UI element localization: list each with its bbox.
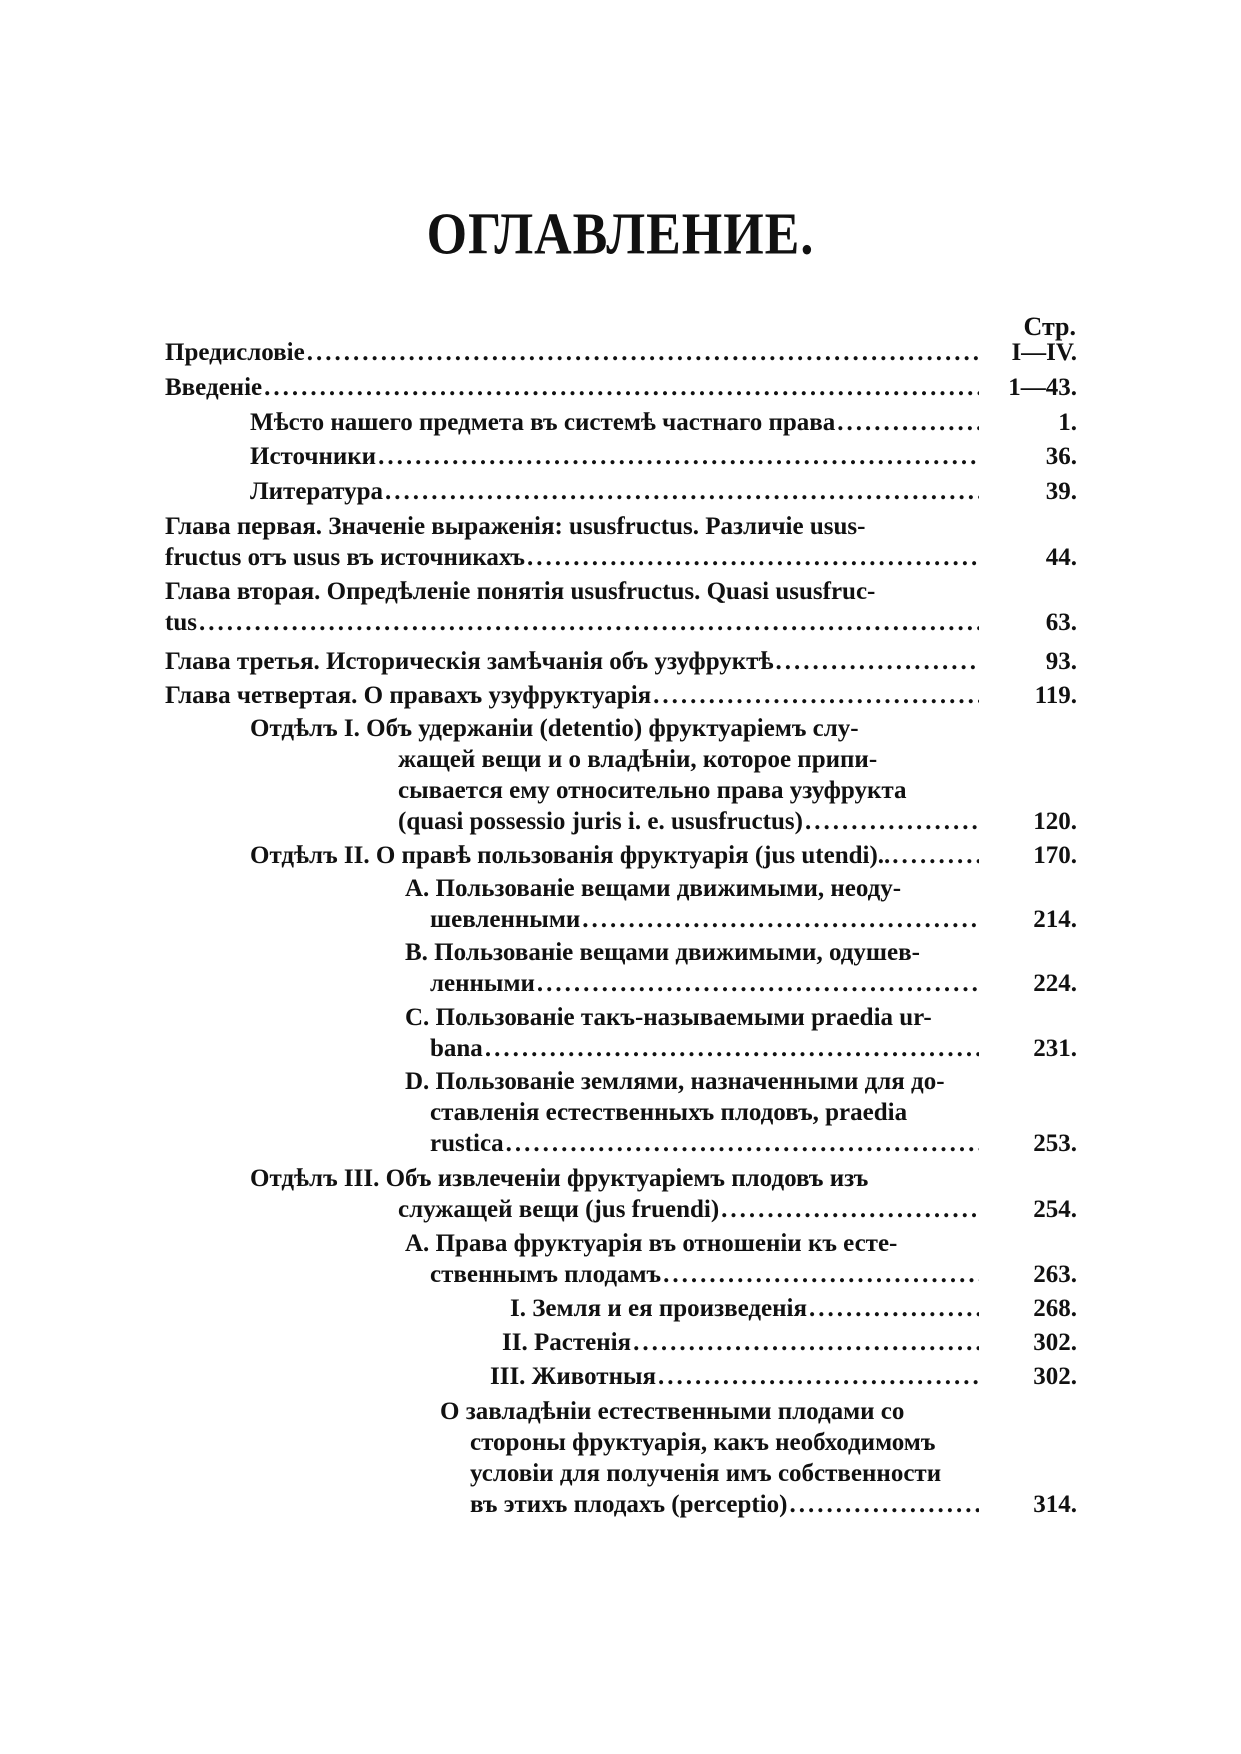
page-number: 314. — [1033, 1491, 1077, 1518]
leader-dots — [199, 607, 979, 638]
leader-dots — [537, 968, 979, 999]
toc-entry-section-2: Отдѣлъ II. О правѣ пользованія фруктуарія (jus utendi).. ..... 170. — [250, 840, 985, 871]
page-number: 263. — [1033, 1261, 1077, 1288]
leader-dots — [378, 441, 979, 472]
toc-entry-section-2-c: C. Пользованіе такъ-называемыми praedia ur- bana ..... 231. — [405, 1002, 985, 1064]
leader-dots — [721, 1194, 979, 1225]
toc-entry-section-3: Отдѣлъ III. Объ извлеченіи фруктуаріемъ плодовъ изъ служащей вещи (jus fruendi) ..... 254. — [250, 1163, 985, 1225]
leader-dots — [264, 372, 979, 403]
toc-entry-land: I. Земля и ея произведенія ..... 268. — [510, 1293, 985, 1324]
toc-entry-chapter-1: Глава первая. Значеніе выраженія: ususfructus. Различіе usus- fructus отъ usus въ источникахъ ..... 44. — [165, 511, 985, 573]
page-number: 302. — [1033, 1363, 1077, 1390]
toc-entry-sources: Источники ..... 36. — [250, 441, 985, 472]
toc-entry-perceptio: О завладѣніи естественными плодами со стороны фруктуарія, какъ необходимомъ условіи для полученія имъ собственности въ этихъ плодахъ (perceptio) ..... 314. — [440, 1396, 985, 1520]
leader-dots — [506, 1128, 979, 1159]
page-number: 231. — [1033, 1035, 1077, 1062]
page-number: 63. — [1045, 609, 1077, 636]
toc-entry-animals: III. Животныя ..... 302. — [490, 1361, 985, 1392]
page-number: 302. — [1033, 1329, 1077, 1356]
leader-dots — [809, 1293, 979, 1324]
page-number: 214. — [1033, 906, 1077, 933]
toc-entry-introduction: Введеніе ..... 1—43. — [165, 372, 985, 403]
leader-dots — [582, 904, 979, 935]
page-number: 120. — [1033, 808, 1077, 835]
leader-dots — [653, 680, 979, 711]
toc-entry-chapter-2: Глава вторая. Опредѣленіе понятія ususfructus. Quasi ususfruc- tus ..... 63. — [165, 576, 985, 638]
leader-dots — [485, 1033, 979, 1064]
leader-dots — [805, 806, 979, 837]
leader-dots — [663, 1259, 979, 1290]
leader-dots — [385, 476, 979, 507]
page-column-header: Стр. — [1023, 312, 1076, 341]
toc-entry-chapter-4: Глава четвертая. О правахъ узуфруктуарія ..... 119. — [165, 680, 985, 711]
page-number: I—IV. — [1011, 339, 1077, 366]
leader-dots — [633, 1327, 979, 1358]
page-number: 1. — [1058, 409, 1077, 436]
leader-dots — [837, 407, 979, 438]
page-number: 170. — [1033, 842, 1077, 869]
toc-entry-section-2-b: B. Пользованіе вещами движимыми, одушев- ленными ..... 224. — [405, 937, 985, 999]
leader-dots — [307, 337, 979, 368]
leader-dots — [775, 646, 979, 677]
leader-dots — [789, 1489, 979, 1520]
toc-entry-place: Мѣсто нашего предмета въ системѣ частнаго права ..... 1. — [250, 407, 985, 438]
leader-dots — [658, 1361, 979, 1392]
page-number: 1—43. — [1008, 374, 1077, 401]
toc-entry-section-2-d: D. Пользованіе землями, назначенными для до- ставленія естественныхъ плодовъ, praedia rustica ..... 253. — [405, 1066, 985, 1159]
page-number: 93. — [1045, 648, 1077, 675]
page-number: 36. — [1045, 443, 1077, 470]
leader-dots — [527, 542, 979, 573]
toc-entry-plants: II. Растенія ..... 302. — [502, 1327, 985, 1358]
toc-entry-chapter-3: Глава третья. Историческія замѣчанія объ узуфруктѣ ..... 93. — [165, 646, 985, 677]
toc-entry-preface: Предисловіе ..... I—IV. — [165, 337, 985, 368]
page-number: 44. — [1045, 544, 1077, 571]
toc-entry-literature: Литература ..... 39. — [250, 476, 985, 507]
page-number: 268. — [1033, 1295, 1077, 1322]
leader-dots — [892, 840, 979, 871]
page-title: ОГЛАВЛЕНИЕ. — [426, 201, 815, 268]
page-number: 254. — [1033, 1196, 1077, 1223]
toc-entry-section-2-a: A. Пользованіе вещами движимыми, неоду- шевленными ..... 214. — [405, 873, 985, 935]
page-number: 224. — [1033, 970, 1077, 997]
page-number: 253. — [1033, 1130, 1077, 1157]
page-number: 39. — [1045, 478, 1077, 505]
page-number: 119. — [1034, 682, 1077, 709]
toc-entry-section-3-a: A. Права фруктуарія въ отношеніи къ есте- ственнымъ плодамъ ..... 263. — [405, 1228, 985, 1290]
toc-entry-section-1: Отдѣлъ I. Объ удержаніи (detentio) фруктуаріемъ слу- жащей вещи и о владѣніи, которое припи- сывается ему относительно права узуфрукта (quasi possessio juris i. e. ususfructus) ..... 120. — [250, 713, 985, 837]
